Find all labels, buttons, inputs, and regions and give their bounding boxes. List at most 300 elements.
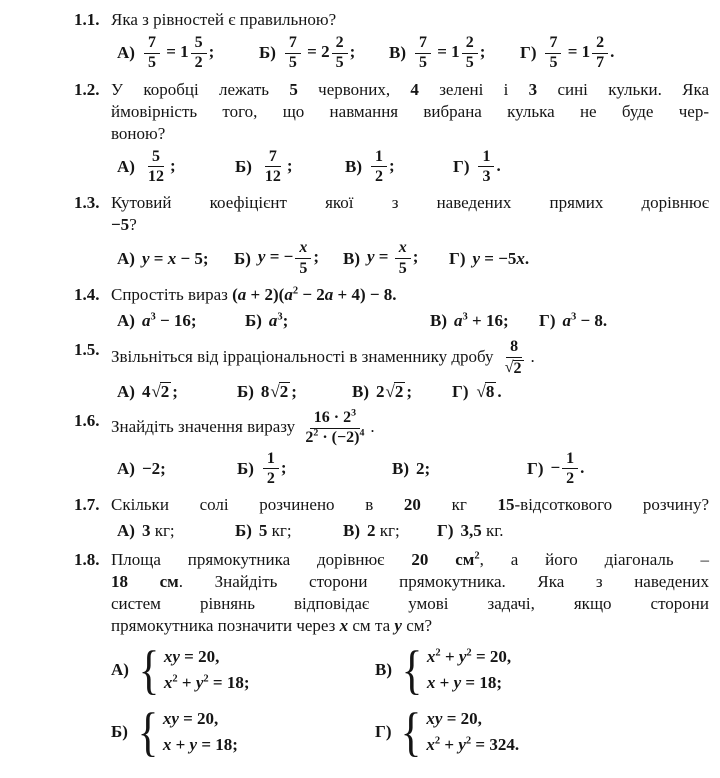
text-run: 2 (160, 382, 170, 402)
text-run: 3,5 (460, 521, 482, 541)
fraction (592, 35, 608, 72)
text-run: a (141, 310, 151, 330)
question-text-line (111, 549, 709, 571)
question-number: 1.2. (74, 79, 100, 99)
fraction-numerator (462, 35, 478, 54)
text-run: червоних, (297, 79, 411, 99)
option-formula (259, 520, 292, 542)
text-run: -відсоткового розчину? (514, 495, 710, 515)
option-formula (399, 640, 512, 701)
fraction-denominator (478, 167, 494, 185)
superscript: 2 (474, 550, 480, 562)
system-rows (426, 709, 519, 756)
text-run: 5 (549, 54, 558, 72)
fraction-denominator (371, 167, 387, 185)
text-run: 4 (410, 79, 419, 99)
fraction-numerator (395, 240, 411, 259)
fraction-numerator (265, 149, 281, 168)
text-run: , а його діагональ – (479, 550, 709, 570)
system-brace-icon: { (401, 640, 423, 701)
fraction (545, 35, 561, 72)
fraction-numerator (263, 451, 279, 470)
sqrt-expression (476, 381, 496, 403)
text-run: + (177, 673, 196, 693)
text-run: x (299, 239, 308, 257)
question-text-line (111, 214, 709, 236)
text-run: 7 (288, 34, 297, 51)
fraction (395, 240, 411, 277)
superscript: 2 (313, 427, 319, 439)
option-label: А) (117, 156, 135, 176)
option-label: А) (117, 381, 135, 401)
fraction-numerator (545, 35, 561, 54)
option-formula (142, 458, 166, 480)
text-run: 1 (566, 449, 575, 467)
text-run: − 16; (155, 310, 197, 330)
option-label: Г) (539, 310, 556, 330)
fraction-numerator (310, 407, 360, 429)
text-run: x (163, 673, 173, 693)
answer-option (259, 35, 389, 72)
text-run: + 16; (467, 310, 509, 330)
question-body (111, 284, 709, 334)
option-formula (259, 149, 293, 186)
text-run: 5 (419, 54, 427, 72)
system-brace-icon: { (137, 702, 159, 763)
text-run: 15 (497, 495, 515, 515)
text-run: ; (172, 381, 178, 401)
option-label: В) (389, 43, 406, 63)
option-label: Г) (449, 248, 466, 268)
sqrt-radicand (160, 382, 172, 401)
text-run: = (374, 247, 393, 267)
sqrt-radicand (485, 382, 497, 401)
text-run: = 1 (433, 42, 460, 62)
option-label: Г) (453, 156, 470, 176)
text-run: = 1 (563, 42, 591, 62)
text-run: 8 (260, 381, 270, 401)
answer-option (539, 310, 709, 332)
option-formula (142, 381, 178, 403)
fraction (562, 451, 578, 488)
text-run: ; (291, 381, 297, 401)
question-text-line (111, 615, 709, 637)
text-run: ; (479, 42, 486, 62)
equation-system (398, 702, 520, 763)
fraction (285, 35, 301, 72)
fraction (462, 35, 478, 72)
option-formula (472, 248, 529, 270)
answer-option (117, 520, 235, 542)
fraction-numerator (592, 35, 608, 54)
option-label: Б) (235, 521, 252, 541)
text-run: y (472, 248, 481, 268)
text-run: см? (401, 616, 433, 636)
text-run: ; (412, 247, 419, 267)
text-run: ( (232, 284, 238, 304)
text-run: x (516, 248, 525, 268)
question-body (111, 9, 709, 74)
option-formula (136, 640, 250, 701)
text-run: 7 (419, 34, 427, 51)
text-run: a (284, 284, 293, 304)
question (74, 192, 709, 279)
option-formula (283, 35, 355, 72)
option-formula (135, 702, 238, 763)
superscript: 2 (435, 647, 441, 659)
question (74, 549, 709, 761)
option-formula (269, 310, 288, 332)
fraction-denominator (295, 259, 311, 277)
question-text-line (111, 571, 709, 593)
text-run: y (367, 247, 375, 267)
fraction-denominator (462, 54, 478, 72)
system-equation (163, 735, 238, 755)
superscript: 3 (462, 311, 468, 323)
text-run: = 20, (442, 708, 482, 728)
superscript: 3 (351, 407, 357, 419)
option-label: В) (375, 660, 392, 680)
text-run: xy (162, 708, 179, 728)
fraction-denominator (144, 54, 160, 72)
answer-option (343, 240, 449, 277)
fraction (295, 240, 311, 277)
text-run: ; (286, 155, 293, 175)
text-run: ; (349, 42, 356, 62)
answer-option (352, 381, 452, 403)
answer-option (237, 451, 392, 488)
option-label: А) (117, 248, 135, 268)
text-run: 7 (268, 147, 277, 165)
text-run: = 20, (179, 646, 220, 666)
system-rows (427, 647, 511, 694)
text-run: 2 (194, 54, 203, 72)
fraction-denominator (592, 54, 608, 72)
question-text-line (111, 9, 709, 31)
text-run: 5 (151, 147, 160, 165)
options-row (117, 310, 709, 332)
question-number: 1.1. (74, 10, 100, 29)
text-run: 5 (289, 79, 298, 99)
text-run: 2 (596, 34, 605, 51)
option-label: Б) (245, 310, 262, 330)
text-run: ймовірність того, що навмання вибрана кулька не буде чер- (111, 101, 709, 121)
equation-system (135, 702, 238, 763)
text-run: 5 (299, 259, 308, 277)
question-text-line (111, 407, 709, 447)
text-run: Яка з рівностей є правильною? (111, 10, 337, 29)
question (74, 284, 709, 334)
system-equation (427, 647, 511, 667)
sqrt-sign: √ (504, 359, 514, 377)
text-run: . (497, 381, 502, 401)
option-formula (476, 149, 500, 186)
system-equation (427, 673, 511, 693)
fraction-numerator (478, 149, 494, 168)
text-run: Спростіть вираз (111, 284, 233, 304)
option-label: А) (111, 660, 129, 680)
sqrt-sign: √ (270, 381, 280, 401)
option-label: В) (352, 381, 369, 401)
equation-system (399, 640, 512, 701)
fraction-numerator (562, 451, 578, 470)
sqrt-radicand (394, 382, 406, 401)
text-run: кг; (267, 521, 292, 541)
option-label: Г) (520, 43, 537, 63)
fraction-denominator (395, 259, 411, 277)
text-run: ; (169, 155, 176, 175)
answer-option (375, 702, 709, 763)
option-label: В) (392, 458, 409, 478)
answer-option (117, 381, 237, 403)
superscript: 2 (434, 735, 441, 747)
question-number: 1.6. (74, 410, 100, 430)
option-formula (475, 381, 501, 403)
options-row (117, 381, 709, 403)
text-run: ; (208, 42, 215, 62)
option-label: Б) (234, 248, 251, 268)
answer-option (375, 640, 709, 701)
text-run: 1 (482, 147, 491, 165)
system-equation (426, 709, 519, 729)
text-run: Знайдіть значення виразу (111, 417, 300, 437)
fraction (332, 35, 348, 72)
answer-option (452, 381, 709, 403)
text-run: y (394, 616, 402, 636)
question-body (111, 79, 709, 188)
superscript: 2 (466, 647, 472, 659)
text-run: −2; (141, 458, 166, 478)
option-formula (369, 149, 395, 186)
text-run: 5 (194, 34, 203, 51)
option-formula (398, 702, 520, 763)
option-formula (258, 240, 319, 277)
text-run: ; (280, 457, 287, 477)
answer-option (117, 149, 235, 186)
text-run: 4 (141, 381, 151, 401)
sqrt-expression (505, 359, 524, 377)
text-run: ; (282, 310, 289, 330)
sqrt-expression (151, 381, 171, 403)
text-run: 18 см (111, 572, 179, 592)
question-body (111, 407, 709, 489)
answer-option (343, 520, 437, 542)
option-formula (142, 149, 176, 186)
options-row (117, 520, 709, 542)
fraction-numerator (285, 35, 301, 54)
option-formula (413, 35, 485, 72)
text-run: + (171, 735, 190, 755)
text-run: x (167, 248, 177, 268)
option-label: Г) (375, 722, 392, 742)
option-label: Г) (437, 521, 454, 541)
question-number: 1.3. (74, 193, 100, 213)
fraction-numerator (295, 240, 311, 259)
option-formula (142, 520, 175, 542)
text-run: x (426, 735, 435, 755)
option-formula (367, 240, 418, 277)
text-run: систем рівнянь відповідає умові задачі, якщо сторони (111, 594, 709, 614)
option-label: В) (343, 521, 360, 541)
text-run: кг. (481, 521, 504, 541)
text-run: 16 · 2 (313, 408, 352, 426)
question-text-line (111, 284, 709, 306)
answer-option (430, 310, 539, 332)
answer-option (345, 149, 453, 186)
equation-system (136, 640, 250, 701)
fraction (261, 149, 285, 186)
system-equation (164, 673, 250, 693)
answer-option (111, 640, 375, 701)
options-row (111, 640, 709, 763)
text-run: 1 (266, 449, 275, 467)
text-run: ; (389, 155, 395, 175)
text-run: = 18; (461, 673, 503, 693)
text-run: a (454, 310, 463, 330)
text-run: ; (406, 381, 413, 401)
options-row (117, 35, 709, 72)
text-run: 2 (376, 381, 385, 401)
system-equation (164, 647, 250, 667)
text-run: xy (163, 646, 180, 666)
option-formula (142, 248, 209, 270)
fraction-denominator (285, 54, 301, 72)
option-formula (550, 451, 584, 488)
answer-option (245, 310, 430, 332)
text-run: 7 (549, 34, 558, 51)
text-run: . Знайдіть сторони прямокутника. Яка з наведених (178, 572, 709, 592)
options-row (117, 451, 709, 488)
text-run: y (458, 646, 467, 666)
option-label: Б) (235, 156, 252, 176)
text-run: + (440, 735, 459, 755)
text-run: Звільніться від ірраціональності в знаменнику дробу (111, 346, 498, 366)
text-run: = 20, (178, 708, 219, 728)
answer-option (392, 458, 527, 480)
option-formula (416, 458, 430, 480)
text-run: = (149, 248, 168, 268)
text-run: −5 (111, 215, 130, 235)
text-run: 2 (513, 359, 522, 377)
text-run: = 1 (161, 42, 189, 62)
question-text-line (111, 339, 709, 377)
fraction (415, 35, 431, 72)
text-run: . (496, 155, 501, 175)
text-run: ? (129, 215, 137, 235)
text-run: 5 (465, 54, 474, 72)
question-list (74, 9, 709, 761)
fraction-numerator (144, 35, 160, 54)
superscript: 3 (570, 311, 577, 323)
option-label: В) (345, 156, 362, 176)
option-formula (261, 451, 287, 488)
sqrt-sign: √ (151, 381, 161, 401)
text-run: 8 (485, 382, 495, 402)
text-run: − 8. (576, 310, 608, 330)
option-label: А) (117, 310, 135, 330)
question (74, 79, 709, 188)
sqrt-sign: √ (385, 381, 395, 401)
question-text-line (111, 192, 709, 214)
text-run: 2 (266, 469, 275, 487)
options-row (117, 149, 709, 186)
text-run: 1 (375, 147, 383, 165)
text-run: . (530, 346, 535, 366)
fraction (371, 149, 387, 186)
fraction-denominator (332, 54, 348, 72)
text-run: x (426, 646, 436, 666)
fraction-numerator (148, 149, 164, 168)
text-run: 7 (596, 54, 605, 72)
option-label: Б) (237, 381, 254, 401)
option-label: Б) (259, 43, 276, 63)
text-run: 5 (147, 54, 156, 72)
fraction-numerator (332, 35, 348, 54)
text-run: 20 см (411, 550, 475, 570)
answer-option (527, 451, 709, 488)
text-run: + 2)( (246, 284, 285, 304)
text-run: кг; (375, 521, 400, 541)
text-run: 5 (398, 259, 407, 277)
text-run: · (−2) (318, 429, 360, 447)
fraction (478, 149, 494, 186)
text-run: a (562, 310, 571, 330)
text-run: 2 (566, 469, 575, 487)
text-run: 12 (147, 167, 164, 185)
superscript: 2 (465, 735, 472, 747)
text-run: . (610, 42, 615, 62)
answer-option (235, 520, 343, 542)
text-run: + 4) − 8. (333, 284, 397, 304)
fraction-numerator (415, 35, 431, 54)
text-run: 2 (335, 34, 344, 51)
answer-option (234, 240, 343, 277)
text-run: см та (348, 616, 395, 636)
question (74, 494, 709, 544)
question-text-line (111, 123, 709, 145)
fraction-numerator (506, 339, 522, 358)
answer-option (449, 248, 709, 270)
question-text-line (111, 593, 709, 615)
text-run: − (550, 457, 561, 477)
fraction-denominator (144, 167, 168, 185)
option-label: Б) (237, 458, 254, 478)
question-number: 1.5. (74, 339, 100, 359)
answer-option (520, 35, 709, 72)
option-label: Б) (111, 722, 128, 742)
text-run: . (370, 417, 375, 437)
text-run: a (324, 284, 334, 304)
text-run: x (339, 616, 349, 636)
system-rows (163, 709, 238, 756)
fraction-denominator (301, 429, 368, 447)
text-run: . (580, 457, 585, 477)
answer-option (235, 149, 345, 186)
text-run: = − (265, 247, 294, 267)
text-run: 2 (394, 382, 404, 402)
superscript: 4 (359, 427, 365, 439)
answer-option (117, 458, 237, 480)
option-label: А) (117, 43, 135, 63)
answer-option (237, 381, 352, 403)
question-text-line (111, 494, 709, 516)
fraction-denominator (261, 167, 285, 185)
text-run: − 2 (298, 284, 325, 304)
text-run: = 20, (471, 646, 512, 666)
text-run: y (141, 248, 150, 268)
text-run: 5 (335, 54, 344, 72)
text-run: 5 (258, 521, 268, 541)
